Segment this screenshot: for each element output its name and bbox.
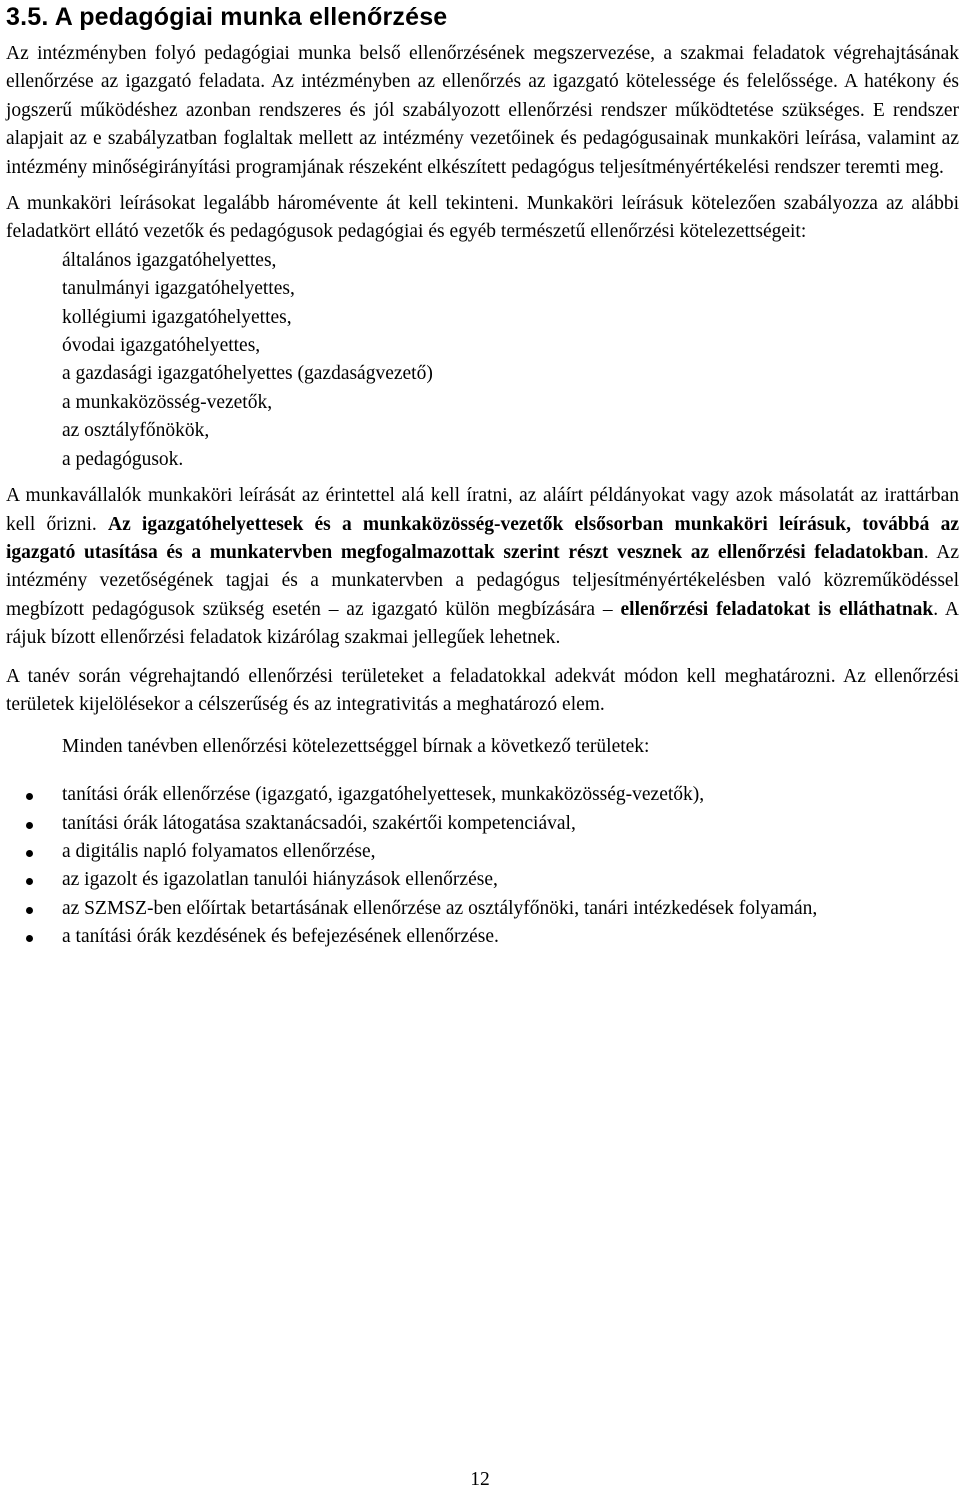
list-item-text: az SZMSZ-ben előírtak betartásának ellenőrzése az osztályfőnöki, tanári intézkedések folyamán, <box>62 897 818 919</box>
document-page <box>6 0 959 952</box>
bold-text-run: ellenőrzési feladatokat is elláthatnak <box>620 598 934 620</box>
list-item-text: tanítási órák ellenőrzése (igazgató, igazgatóhelyettesek, munkaközösség-vezetők), <box>62 784 705 806</box>
bullet-icon <box>26 935 33 942</box>
list-item-text: az igazolt és igazolatlan tanulói hiányzások ellenőrzése, <box>62 869 498 891</box>
paragraph-signing-and-duties <box>6 482 959 652</box>
section-heading: 3.5. A pedagógiai munka ellenőrzése <box>6 3 448 31</box>
role-item: óvodai igazgatóhelyettes, <box>62 335 261 357</box>
list-item-text: a tanítási órák kezdésének és befejezésének ellenőrzése. <box>62 926 499 948</box>
text-run: A munkavállalók munkaköri leírását az érintettel alá kell íratni, az aláírt példányokat vagy azok másolatát az irattárban kell őrizni. <box>6 485 959 535</box>
text-run: . A rájuk bízott ellenőrzési feladatok kizárólag szakmai jellegűek lehetnek. <box>6 598 959 649</box>
role-item: tanulmányi igazgatóhelyettes, <box>62 278 295 300</box>
list-item <box>6 781 959 809</box>
bullet-icon <box>26 850 33 857</box>
role-item: a munkaközösség-vezetők, <box>62 391 273 413</box>
bullet-icon <box>26 822 33 829</box>
list-item <box>6 895 959 923</box>
role-item: kollégiumi igazgatóhelyettes, <box>62 306 292 328</box>
role-item: a gazdasági igazgatóhelyettes (gazdaságvezető) <box>62 363 433 385</box>
text-run: . Az intézmény vezetőségének tagjai és a munkatervben a pedagógus teljesítményértékelésben való közreműködéssel megbízott pedagógusok szükség esetén – az igazgató külön megbízására – <box>6 541 959 620</box>
bullet-icon <box>26 907 33 914</box>
areas-bullet-list <box>6 781 959 951</box>
bold-text-run: Az igazgatóhelyettesek és a munkaközösség-vezetők elsősorban munkaköri leírásuk, továbbá az igazgató utasítása és a munkatervben megfogalmazottak szerint részt vesznek az ellenőrzési feladatokban <box>6 513 959 563</box>
paragraph-job-descriptions: A munkaköri leírásokat legalább háromévente át kell tekinteni. Munkaköri leírásuk kötelezően szabályozza az alábbi feladatkört ellátó vezetők és pedagógusok pedagógiai és egyéb természetű ellenőrzési kötelezettségeit: <box>6 193 959 243</box>
role-item: általános igazgatóhelyettes, <box>62 249 277 271</box>
role-item: az osztályfőnökök, <box>62 420 210 442</box>
list-item-text: tanítási órák látogatása szaktanácsadói, szakértői kompetenciával, <box>62 812 576 834</box>
roles-list <box>6 247 959 474</box>
page-number: 12 <box>470 1469 490 1490</box>
list-item <box>6 838 959 866</box>
paragraph-yearly-areas-intro: Minden tanévben ellenőrzési kötelezettséggel bírnak a következő területek: <box>62 736 650 758</box>
bullet-icon <box>26 878 33 885</box>
list-item <box>6 810 959 838</box>
paragraph-control-responsibility: Az intézményben folyó pedagógiai munka belső ellenőrzésének megszervezése, a szakmai feladatok végrehajtásának ellenőrzése az igazgató feladata. Az intézményben az ellenőrzés az igazgató kötelessége és felelőssége. A hatékony és jogszerű működéshez azonban rendszeres és jól szabályozott ellenőrzési rendszer működtetése szükséges. E rendszer alapjait az e szabályzatban foglaltak mellett az intézmény vezetőinek és pedagógusainak munkaköri leírása, valamint az intézmény minőségirányítási programjának részeként elkészített pedagógus teljesítményértékelési rendszer teremti meg. <box>6 43 959 178</box>
bullet-icon <box>26 793 33 800</box>
list-item <box>6 866 959 894</box>
list-item-text: a digitális napló folyamatos ellenőrzése, <box>62 841 376 863</box>
list-item <box>6 923 959 951</box>
role-item: a pedagógusok. <box>62 448 184 470</box>
paragraph-control-areas: A tanév során végrehajtandó ellenőrzési területeket a feladatokkal adekvát módon kell meghatározni. Az ellenőrzési területek kijelölésekor a célszerűség és az integrativitás a meghatározó elem. <box>6 665 959 715</box>
